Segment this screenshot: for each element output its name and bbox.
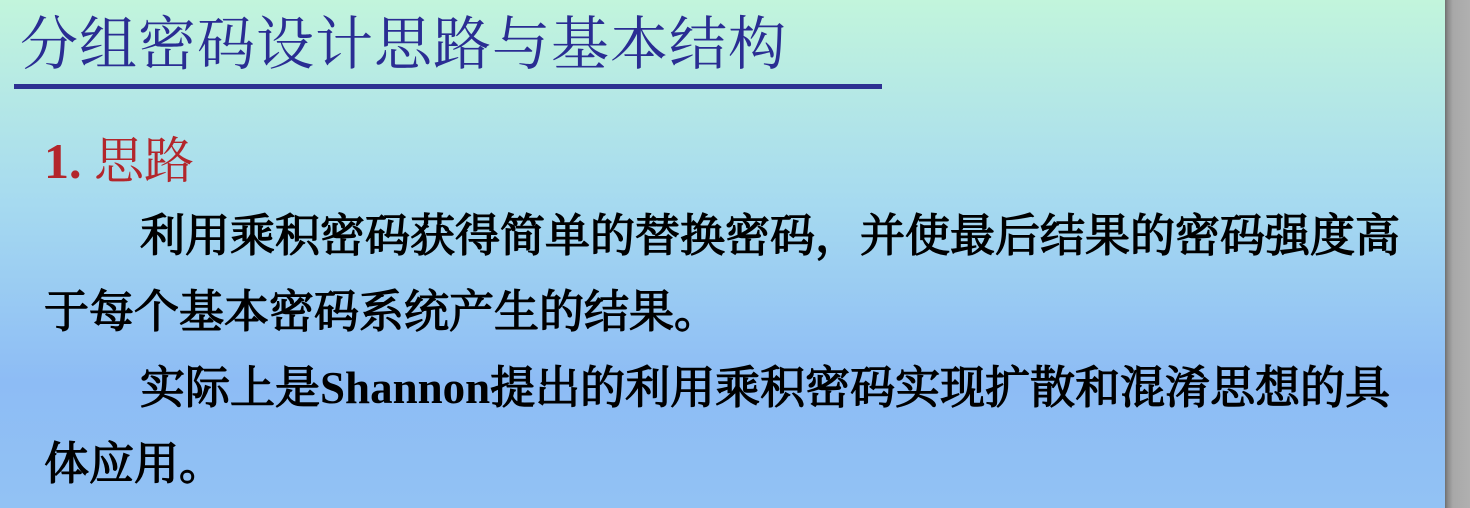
slide-title: 分组密码设计思路与基本结构 xyxy=(20,10,788,78)
section-number: 1. xyxy=(44,133,82,189)
section-heading-text: 思路 xyxy=(94,132,194,190)
paragraph-1: 利用乘积密码获得简单的替换密码，并使最后结果的密码强度高于每个基本密码系统产生的结果。 xyxy=(44,209,1401,338)
paragraph-2 xyxy=(44,350,1404,502)
paragraph-2-name: Shannon xyxy=(320,363,491,413)
paragraph-2-after: 提出的利用乘积密码实现扩散和混淆思想的具体应用。 xyxy=(44,361,1391,490)
paragraph-2-before: 实际上是 xyxy=(140,361,321,414)
title-underline xyxy=(14,84,882,89)
section-heading xyxy=(44,128,194,194)
window-edge xyxy=(1445,0,1470,508)
